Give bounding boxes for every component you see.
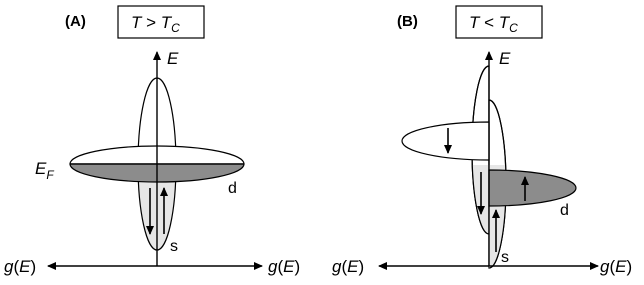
panel-a-d-label: d <box>228 180 237 197</box>
panel-b-right-axis-label: g(E) <box>600 257 633 276</box>
panel-b-condition-box <box>456 6 542 38</box>
panel-b-d-band-down <box>402 122 489 160</box>
panel-a <box>4 6 300 276</box>
panel-a-right-axis-label: g(E) <box>268 257 301 276</box>
panel-a-label: (A) <box>65 13 86 30</box>
panel-a-energy-label: E <box>167 49 179 68</box>
panel-b-condition: $T < T_C$ <box>469 13 518 35</box>
panel-b-s-label: s <box>501 249 509 266</box>
panel-b <box>332 6 632 276</box>
panel-b-label: (B) <box>397 13 418 30</box>
panel-b-energy-label: E <box>499 49 511 68</box>
panel-b-left-axis-label: g(E) <box>332 257 365 276</box>
panel-a-condition-box <box>118 6 204 38</box>
panel-a-left-axis-label: g(E) <box>4 257 37 276</box>
panel-b-d-label: d <box>560 202 569 219</box>
panel-a-fermi-label: $E_F$ <box>35 159 54 182</box>
panel-a-s-label: s <box>170 238 178 255</box>
panel-a-condition: $T > T_C$ <box>131 13 180 35</box>
panel-b-d-band-up <box>489 170 576 206</box>
